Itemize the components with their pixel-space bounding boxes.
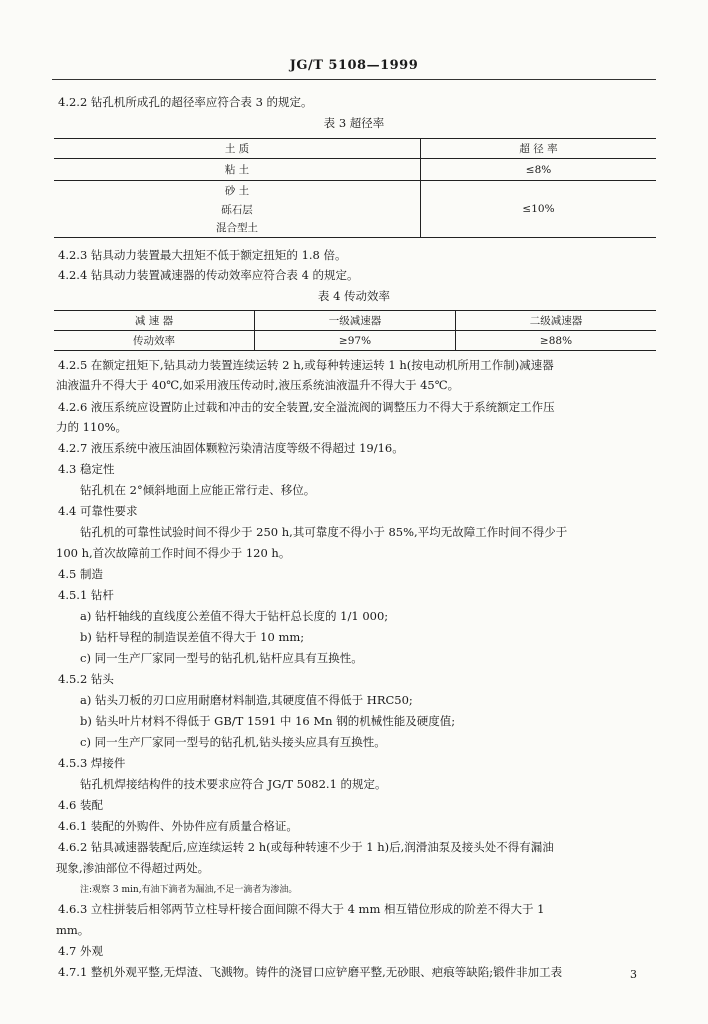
clause-4-2-4: 4.2.4 钻具动力装置减速器的传动效率应符合表 4 的规定。	[58, 268, 359, 282]
table3-rate-other: ≤10%	[421, 181, 657, 238]
table3-rate-clay: ≤8%	[525, 163, 552, 176]
table4-row-label: 传动效率	[54, 331, 255, 351]
table3-soil-clay: 粘 土	[54, 159, 421, 181]
text-4-5-3: 钻孔机焊接结构件的技术要求应符合 JG/T 5082.1 的规定。	[80, 777, 387, 791]
clause-4-2-2: 4.2.2 钻孔机所成孔的超径率应符合表 3 的规定。	[58, 95, 313, 109]
clause-4-6-3-line1: 4.6.3 立柱拼装后相邻两节立柱导杆接合面间隙不得大于 4 mm 相互错位形成的阶差不得大于 1	[58, 902, 545, 916]
heading-4-5-1: 4.5.1 钻杆	[58, 588, 114, 602]
clause-4-6-1: 4.6.1 装配的外购件、外协件应有质量合格证。	[58, 819, 298, 833]
heading-4-5: 4.5 制造	[58, 567, 103, 581]
heading-4-5-2: 4.5.2 钻头	[58, 672, 114, 686]
page-header: JG/T 5108—1999	[289, 58, 419, 73]
table3-soil-mixed: 混合型土	[54, 219, 421, 238]
table3-head-rate: 超 径 率	[519, 143, 558, 155]
table3-soil-sand: 砂 土	[54, 181, 421, 200]
item-4-5-1-b: b) 钻杆导程的制造误差值不得大于 10 mm;	[80, 630, 305, 644]
clause-4-2-6-line1: 4.2.6 液压系统应设置防止过载和冲击的安全装置,安全溢流阀的调整压力不得大于系统额定工作压	[58, 400, 555, 414]
table4-head-reducer: 减 速 器	[54, 311, 255, 331]
table3-caption: 表 3 超径率	[323, 116, 385, 130]
heading-4-7: 4.7 外观	[58, 944, 103, 958]
table4-head-double: 二级减速器	[529, 315, 583, 327]
clause-4-2-3: 4.2.3 钻具动力装置最大扭矩不低于额定扭矩的 1.8 倍。	[58, 248, 347, 262]
heading-4-5-3: 4.5.3 焊接件	[58, 756, 126, 770]
note-4-6-2: 注:观察 3 min,有油下滴者为漏油,不足一滴者为渗油。	[80, 885, 298, 895]
table4	[54, 310, 656, 351]
page-number: 3	[630, 968, 637, 981]
table4-row-double: ≥88%	[539, 334, 573, 347]
item-4-5-2-b: b) 钻头叶片材料不得低于 GB/T 1591 中 16 Mn 钢的机械性能及硬度值;	[80, 714, 456, 728]
table3	[54, 138, 656, 238]
clause-4-6-2-line1: 4.6.2 钻具减速器装配后,应连续运转 2 h(或每种转速不少于 1 h)后,润滑油泵及接头处不得有漏油	[58, 840, 554, 854]
table4-row-single: ≥97%	[255, 331, 456, 351]
item-4-5-2-a: a) 钻头刀板的刃口应用耐磨材料制造,其硬度值不得低于 HRC50;	[80, 693, 413, 707]
table3-soil-gravel: 砾石层	[54, 200, 421, 219]
text-4-4-line2: 100 h,首次故障前工作时间不得少于 120 h。	[56, 546, 291, 560]
item-4-5-2-c: c) 同一生产厂家同一型号的钻孔机,钻头接头应具有互换性。	[80, 735, 386, 749]
table4-head-single: 一级减速器	[255, 311, 456, 331]
clause-4-6-3-line2: mm。	[56, 923, 90, 937]
item-4-5-1-c: c) 同一生产厂家同一型号的钻孔机,钻杆应具有互换性。	[80, 651, 363, 665]
heading-4-3: 4.3 稳定性	[58, 462, 115, 476]
item-4-5-1-a: a) 钻杆轴线的直线度公差值不得大于钻杆总长度的 1/1 000;	[80, 609, 389, 623]
header-rule	[52, 79, 656, 80]
table3-head-soil: 土 质	[54, 139, 421, 159]
clause-4-2-5-line2: 油液温升不得大于 40℃,如采用液压传动时,液压系统油液温升不得大于 45℃。	[56, 378, 460, 392]
clause-4-7-1: 4.7.1 整机外观平整,无焊渣、飞溅物。铸件的浇冒口应铲磨平整,无砂眼、疤痕等缺陷;锻件非加工表	[58, 965, 563, 979]
heading-4-6: 4.6 装配	[58, 798, 103, 812]
table4-caption: 表 4 传动效率	[317, 289, 391, 303]
clause-4-2-7: 4.2.7 液压系统中液压油固体颗粒污染清洁度等级不得超过 19/16。	[58, 441, 404, 455]
heading-4-4: 4.4 可靠性要求	[58, 504, 138, 518]
text-4-4-line1: 钻孔机的可靠性试验时间不得少于 250 h,其可靠度不得小于 85%,平均无故障工作时间不得少于	[80, 525, 568, 539]
clause-4-6-2-line2: 现象,渗油部位不得超过两处。	[56, 861, 210, 875]
clause-4-2-5-line1: 4.2.5 在额定扭矩下,钻具动力装置连续运转 2 h,或每种转速运转 1 h(按电动机所用工作制)减速器	[58, 358, 554, 372]
text-4-3: 钻孔机在 2°倾斜地面上应能正常行走、移位。	[80, 483, 316, 497]
clause-4-2-6-line2: 力的 110%。	[56, 420, 128, 434]
